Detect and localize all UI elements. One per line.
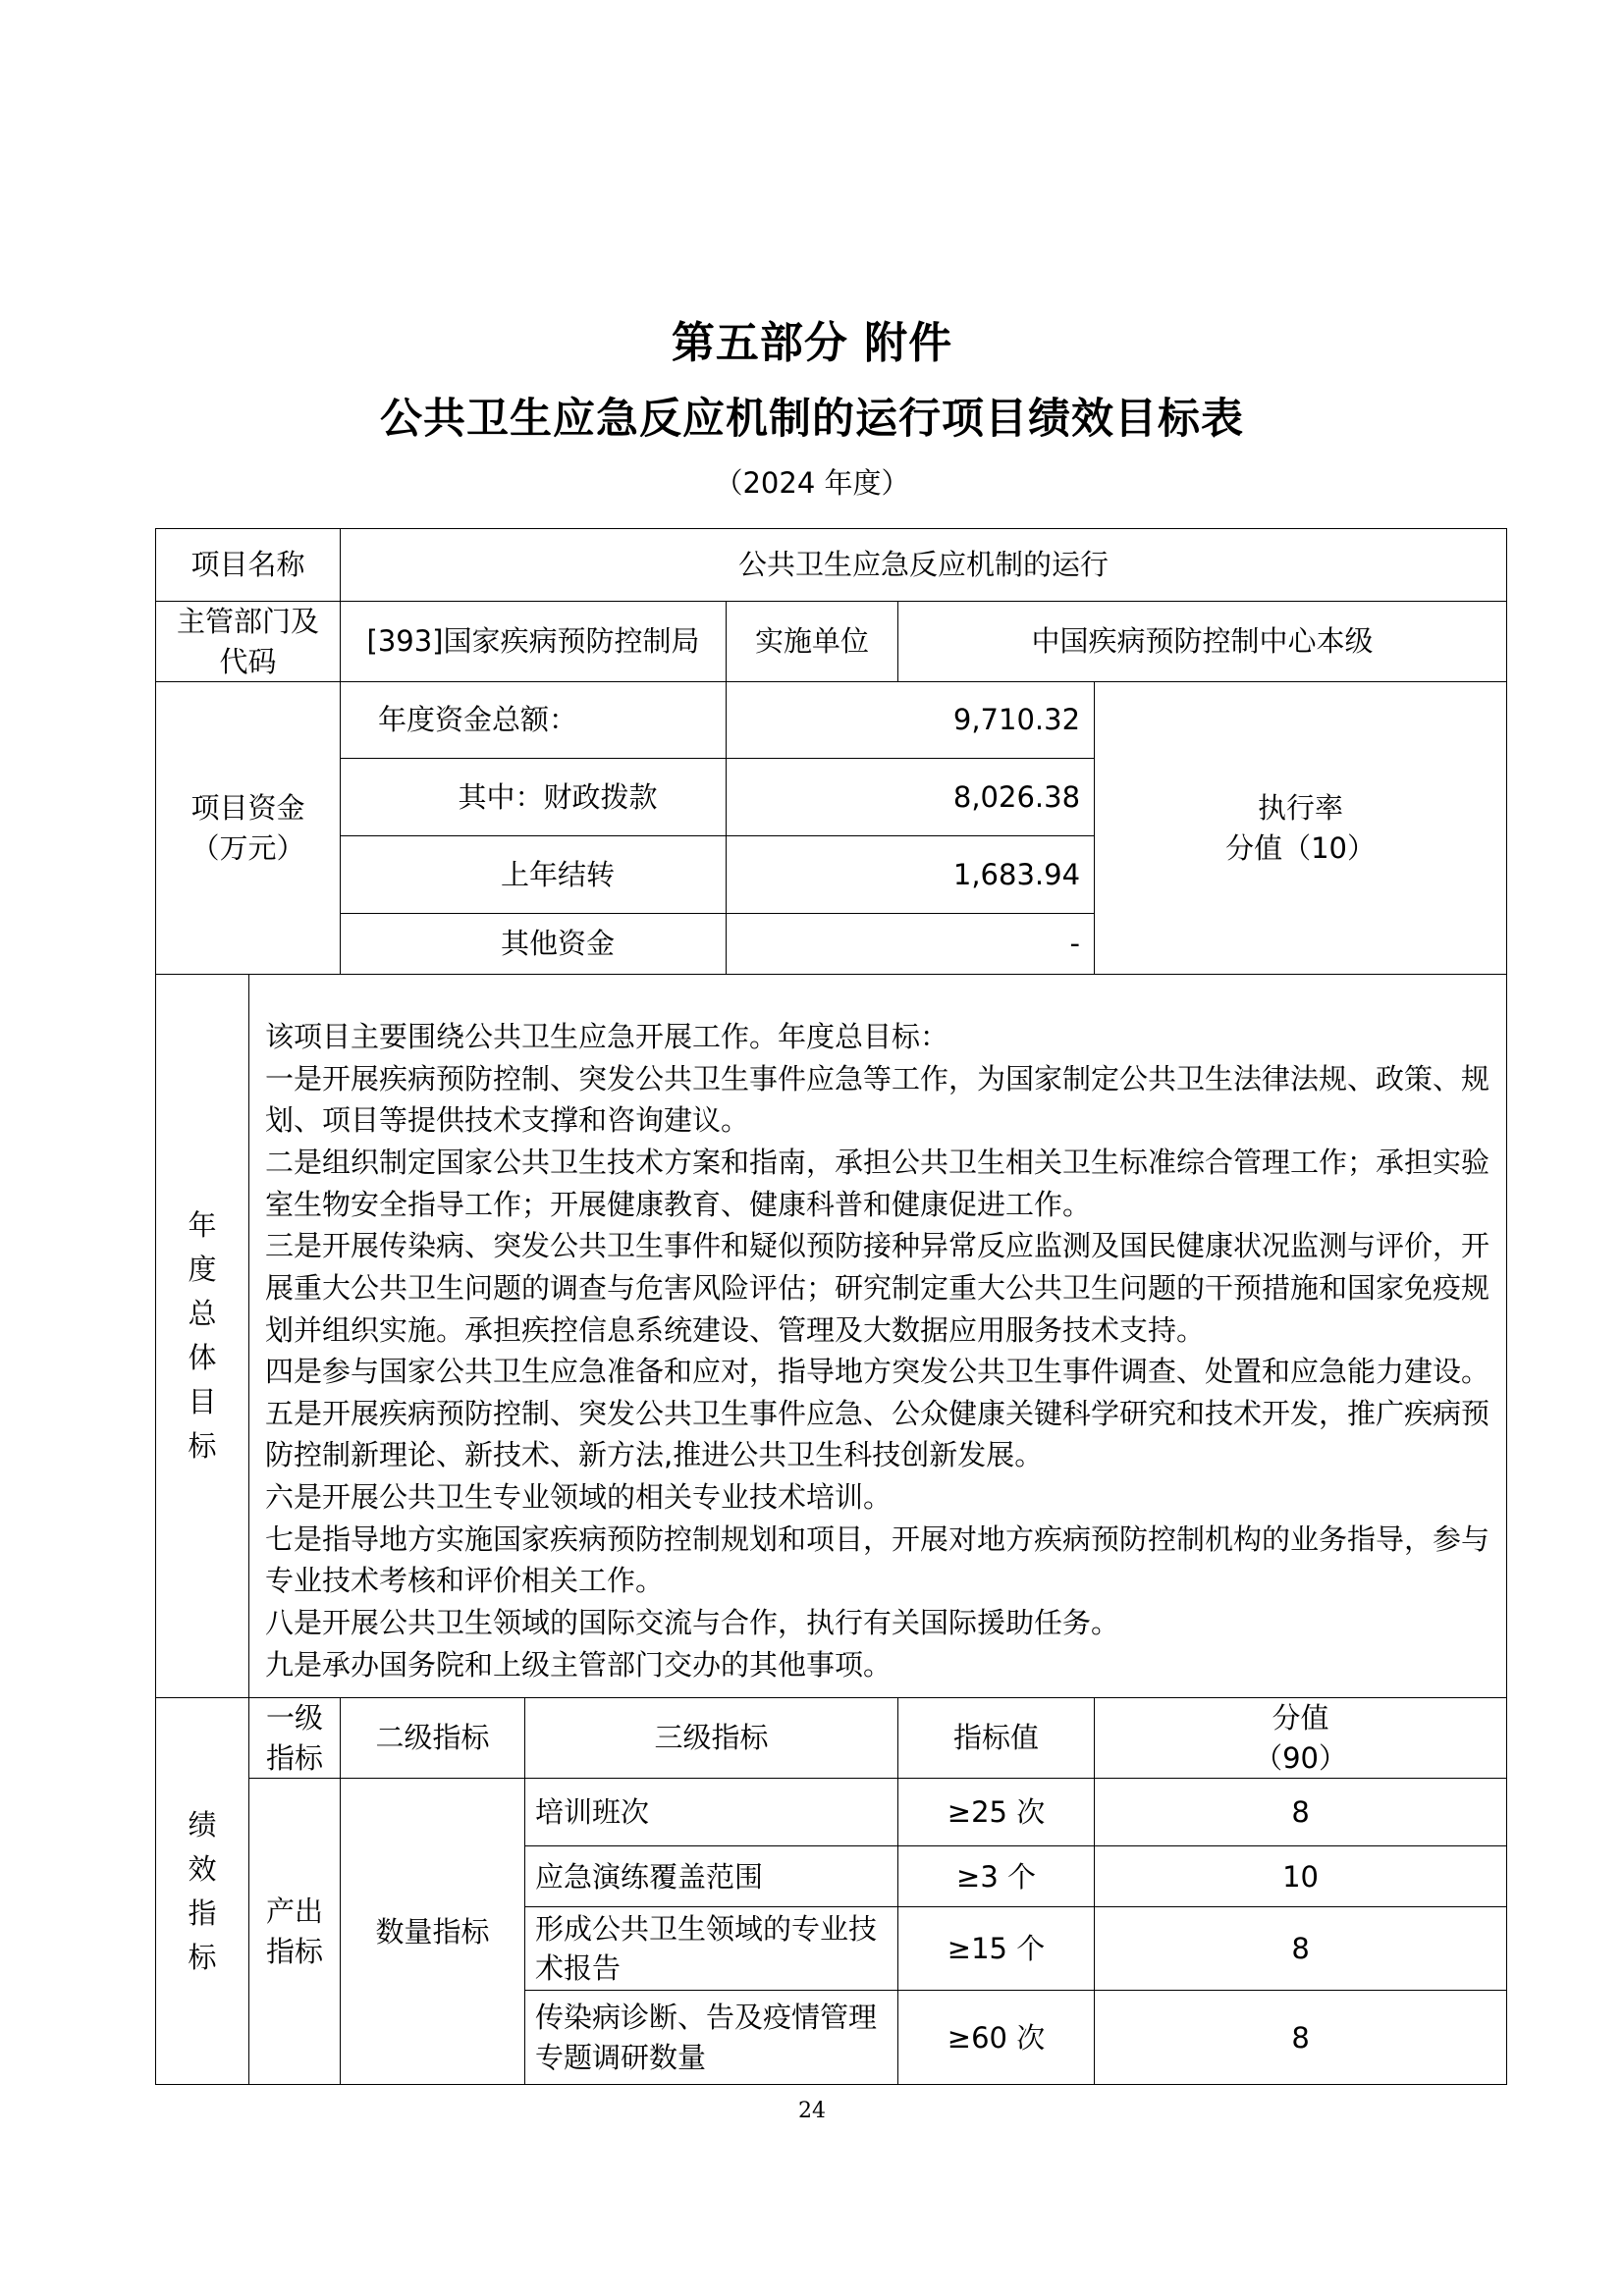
- execution-rate-cell: [1095, 682, 1507, 975]
- annual-goal-char: 体: [188, 1341, 217, 1375]
- indicator-header-row: [156, 1698, 1507, 1779]
- goal-paragraph: 七是指导地方实施国家疾病预防控制规划和项目，开展对地方疾病预防控制机构的业务指导，参与专业技术考核和评价相关工作。: [265, 1522, 1490, 1598]
- page-number: 24: [798, 2099, 826, 2123]
- implementer-label: 实施单位: [727, 602, 898, 682]
- annual-goal-char: 总: [188, 1297, 217, 1331]
- funds-fiscal-value: 8,026.38: [727, 759, 1095, 836]
- department-label: 主管部门及代码: [156, 602, 341, 682]
- annual-goal-row: [156, 975, 1507, 1698]
- funds-label: 项目资金（万元）: [156, 682, 341, 975]
- indicator-name: 形成公共卫生领域的专业技术报告: [525, 1907, 898, 1991]
- funds-carryover-value: 1,683.94: [727, 836, 1095, 914]
- indicator-score: 8: [1095, 1991, 1507, 2085]
- execution-rate-score: 分值（10）: [1225, 830, 1376, 865]
- project-name-value: 公共卫生应急反应机制的运行: [341, 529, 1507, 602]
- goal-paragraph: 四是参与国家公共卫生应急准备和应对，指导地方突发公共卫生事件调查、处置和应急能力建设。: [265, 1355, 1490, 1389]
- execution-rate-label: 执行率: [1258, 791, 1344, 826]
- annual-goal-char: 标: [188, 1429, 217, 1464]
- department-value: [393]国家疾病预防控制局: [341, 602, 727, 682]
- funds-other-label: 其他资金: [341, 914, 727, 975]
- indicators-char: 绩: [188, 1807, 217, 1842]
- year-label: （2024 年度）: [714, 466, 910, 500]
- annual-goal-label: [156, 975, 249, 1698]
- funds-fiscal-label: 其中：财政拨款: [341, 759, 727, 836]
- indicators-char: 效: [188, 1851, 217, 1886]
- indicator-value: ≥60 次: [898, 1991, 1095, 2085]
- goal-paragraph: 一是开展疾病预防控制、突发公共卫生事件应急等工作，为国家制定公共卫生法律法规、政策、规划、项目等提供技术支撑和咨询建议。: [265, 1061, 1490, 1138]
- funds-other-value: -: [727, 914, 1095, 975]
- goal-paragraph: 五是开展疾病预防控制、突发公共卫生事件应急、公众健康关键科学研究和技术开发，推广疾病预防控制新理论、新技术、新方法,推进公共卫生科技创新发展。: [265, 1396, 1490, 1472]
- indicator-row: [156, 1779, 1507, 1846]
- level1-output: 产出指标: [249, 1779, 341, 2085]
- goal-paragraph: 八是开展公共卫生领域的国际交流与合作，执行有关国际援助任务。: [265, 1605, 1120, 1639]
- funds-row-total: [156, 682, 1507, 759]
- performance-table: [155, 528, 1507, 2085]
- project-name-row: [156, 529, 1507, 602]
- table-title: 公共卫生应急反应机制的运行项目绩效目标表: [380, 395, 1244, 444]
- goal-paragraph: 三是开展传染病、突发公共卫生事件和疑似预防接种异常反应监测及国民健康状况监测与评价，开展重大公共卫生问题的调查与危害风险评估；研究制定重大公共卫生问题的干预措施和国家免疫规划并组织实施。承担疾控信息系统建设、管理及大数据应用服务技术支持。: [265, 1229, 1490, 1347]
- indicator-score: 8: [1095, 1907, 1507, 1991]
- indicators-char: 标: [188, 1940, 217, 1974]
- goal-paragraph: 六是开展公共卫生专业领域的相关专业技术培训。: [265, 1480, 893, 1515]
- indicator-value: ≥3 个: [898, 1846, 1095, 1907]
- indicator-name: 培训班次: [525, 1779, 898, 1846]
- header-score-label: 分值: [1272, 1701, 1329, 1735]
- indicator-name: 应急演练覆盖范围: [525, 1846, 898, 1907]
- annual-goal-char: 度: [188, 1253, 217, 1287]
- part-title: 第五部分 附件: [671, 318, 953, 368]
- header-level2: 二级指标: [341, 1698, 525, 1779]
- department-row: [156, 602, 1507, 682]
- header-level1: 一级指标: [249, 1698, 341, 1779]
- header-score: [1095, 1698, 1507, 1779]
- indicator-score: 10: [1095, 1846, 1507, 1907]
- header-value: 指标值: [898, 1698, 1095, 1779]
- funds-carryover-label: 上年结转: [341, 836, 727, 914]
- goal-paragraph: 九是承办国务院和上级主管部门交办的其他事项。: [265, 1647, 893, 1682]
- indicator-value: ≥25 次: [898, 1779, 1095, 1846]
- indicator-value: ≥15 个: [898, 1907, 1095, 1991]
- annual-goal-char: 年: [188, 1208, 217, 1243]
- annual-goal-char: 目: [188, 1385, 217, 1419]
- project-name-label: 项目名称: [156, 529, 341, 602]
- annual-goal-text: [249, 975, 1507, 1698]
- indicators-char: 指: [188, 1896, 217, 1930]
- header-level3: 三级指标: [525, 1698, 898, 1779]
- goal-paragraph: 该项目主要围绕公共卫生应急开展工作。年度总目标：: [265, 1020, 949, 1054]
- indicator-name: 传染病诊断、告及疫情管理专题调研数量: [525, 1991, 898, 2085]
- goal-paragraph: 二是组织制定国家公共卫生技术方案和指南，承担公共卫生相关卫生标准综合管理工作；承担实验室生物安全指导工作；开展健康教育、健康科普和健康促进工作。: [265, 1146, 1490, 1221]
- funds-total-value: 9,710.32: [727, 682, 1095, 759]
- implementer-value: 中国疾病预防控制中心本级: [898, 602, 1507, 682]
- funds-total-label: 年度资金总额：: [341, 682, 727, 759]
- header-score-total: （90）: [1254, 1740, 1347, 1775]
- indicator-score: 8: [1095, 1779, 1507, 1846]
- level2-quantity: 数量指标: [341, 1779, 525, 2085]
- indicators-label: [156, 1698, 249, 2085]
